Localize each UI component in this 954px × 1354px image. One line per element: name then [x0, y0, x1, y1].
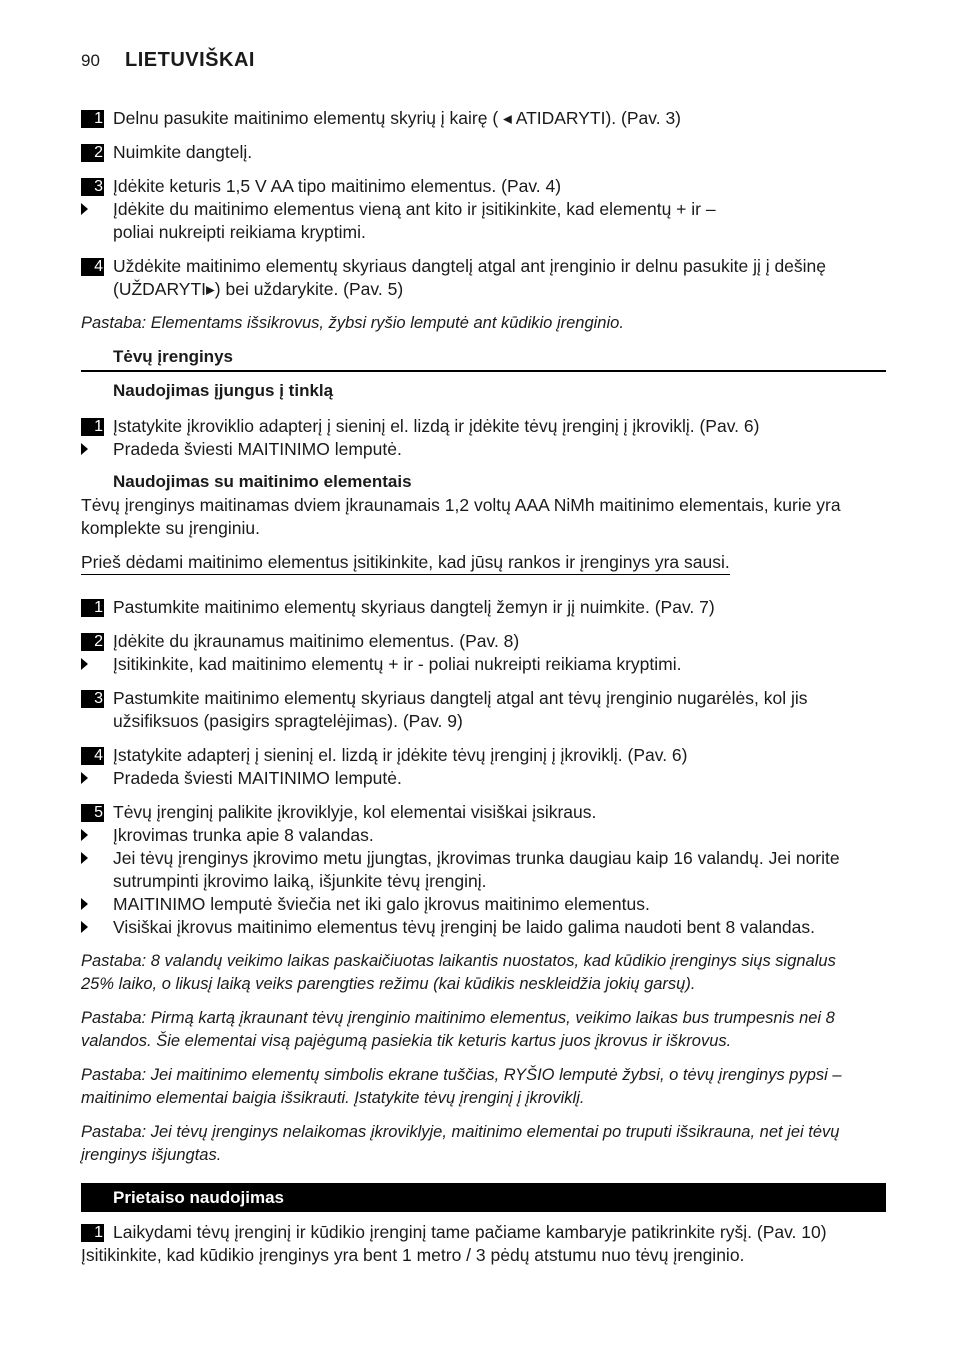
paragraph: Įsitikinkite, kad kūdikio įrenginys yra bent 1 metro / 3 pėdų atstumu nuo tėvų įrenginio. — [81, 1245, 745, 1265]
section-heading: Prietaiso naudojimas — [113, 1188, 284, 1207]
step-text: Pastumkite maitinimo elementų skyriaus dangtelį žemyn ir jį nuimkite. (Pav. 7) — [113, 597, 715, 617]
note: Pastaba: 8 valandų veikimo laikas paskaičiuotas laikantis nuostatos, kad kūdikio įrenginys siųs signalus — [81, 952, 836, 970]
note: Pastaba: Jei tėvų įrenginys nelaikomas įkroviklyje, maitinimo elementai po truputi išsikrauna, net jei tėvų — [81, 1123, 840, 1141]
step-text: Įstatykite įkroviklio adapterį į sieninį el. lizdą ir įdėkite tėvų įrenginį į įkroviklį. (Pav. 6) — [113, 416, 760, 436]
bullet-icon — [81, 772, 88, 784]
step-text: Uždėkite maitinimo elementų skyriaus dangtelį atgal ant įrenginio ir delnu pasukite jį į dešinę — [113, 256, 827, 276]
step-text: Delnu pasukite maitinimo elementų skyrių į kairę ( ◂ ATIDARYTI). (Pav. 3) — [113, 108, 681, 128]
step-text: Laikydami tėvų įrenginį ir kūdikio įrenginį tame pačiame kambaryje patikrinkite ryšį. (Pav. 10) — [113, 1222, 827, 1242]
bullet-text: Visiškai įkrovus maitinimo elementus tėvų įrenginį be laido galima naudoti bent 8 valandas. — [113, 917, 816, 937]
step-badge: 5 — [81, 804, 104, 822]
page-number: 90 — [81, 51, 100, 70]
step-badge: 4 — [81, 258, 104, 276]
bullet-text: Pradeda šviesti MAITINIMO lemputė. — [113, 439, 402, 459]
note: maitinimo elementai baigia išsikrauti. Įstatykite tėvų įrenginį į įkroviklį. — [81, 1089, 585, 1107]
step-text: (UŽDARYTI▸) bei uždarykite. (Pav. 5) — [113, 279, 404, 299]
step-text: Įdėkite du įkraunamus maitinimo elementus. (Pav. 8) — [113, 631, 520, 651]
bullet-text: Įdėkite du maitinimo elementus vieną ant kito ir įsitikinkite, kad elementų + ir – — [113, 199, 716, 219]
step-text: Įdėkite keturis 1,5 V AA tipo maitinimo elementus. (Pav. 4) — [113, 176, 562, 196]
step-badge: 1 — [81, 418, 104, 436]
bullet-icon — [81, 443, 88, 455]
bullet-text: poliai nukreipti reikiama kryptimi. — [113, 222, 366, 242]
section-rule — [81, 370, 886, 372]
step-text: Tėvų įrenginį palikite įkroviklyje, kol elementai visiškai įsikraus. — [113, 802, 597, 822]
step-badge: 3 — [81, 178, 104, 196]
step-text: Pastumkite maitinimo elementų skyriaus dangtelį atgal ant tėvų įrenginio nugarėlės, kol jis — [113, 688, 808, 708]
step-badge: 4 — [81, 747, 104, 765]
paragraph: komplekte su įrenginiu. — [81, 518, 260, 538]
bullet-text: sutrumpinti įkrovimo laiką, išjunkite tėvų įrenginį. — [113, 871, 487, 891]
step-badge: 1 — [81, 599, 104, 617]
language-heading: LIETUVIŠKAI — [125, 49, 255, 71]
warning-underlined: Prieš dėdami maitinimo elementus įsitikinkite, kad jūsų rankos ir įrenginys yra sausi. — [81, 552, 730, 575]
bullet-text: Jei tėvų įrenginys įkrovimo metu įjungtas, įkrovimas trunka daugiau kaip 16 valandų. Jei norite — [113, 848, 840, 868]
bullet-text: MAITINIMO lemputė šviečia net iki galo įkrovus maitinimo elementus. — [113, 894, 650, 914]
note: 25% laiko, o likusį laiką veiks parengties režimu (kai kūdikis neskleidžia jokių garsų). — [81, 975, 696, 993]
bullet-icon — [81, 898, 88, 910]
note: valandos. Šie elementai visą pajėgumą pasiekia tik keturis kartus juos įkrovus ir iškrovus. — [81, 1032, 732, 1050]
subsection-heading: Naudojimas su maitinimo elementais — [113, 472, 412, 491]
paragraph: Tėvų įrenginys maitinamas dviem įkraunamais 1,2 voltų AAA NiMh maitinimo elementais, kurie yra — [81, 495, 841, 515]
bullet-text: Įsitikinkite, kad maitinimo elementų + ir - poliai nukreipti reikiama kryptimi. — [113, 654, 682, 674]
step-badge: 1 — [81, 110, 104, 128]
step-badge: 2 — [81, 633, 104, 651]
section-heading: Tėvų įrenginys — [113, 347, 233, 366]
step-badge: 2 — [81, 144, 104, 162]
note: Pastaba: Pirmą kartą įkraunant tėvų įrenginio maitinimo elementus, veikimo laikas bus trumpesnis nei 8 — [81, 1009, 835, 1027]
bullet-icon — [81, 921, 88, 933]
note: įrenginys išjungtas. — [81, 1146, 222, 1164]
step-text: užsifiksuos (pasigirs spragtelėjimas). (Pav. 9) — [113, 711, 463, 731]
step-text: Nuimkite dangtelį. — [113, 142, 253, 162]
note: Pastaba: Jei maitinimo elementų simbolis ekrane tuščias, RYŠIO lemputė žybsi, o tėvų įrenginys pypsi – — [81, 1066, 842, 1084]
bullet-icon — [81, 203, 88, 215]
step-badge: 3 — [81, 690, 104, 708]
bullet-text: Pradeda šviesti MAITINIMO lemputė. — [113, 768, 402, 788]
bullet-icon — [81, 829, 88, 841]
bullet-icon — [81, 852, 88, 864]
bullet-text: Įkrovimas trunka apie 8 valandas. — [113, 825, 374, 845]
step-badge: 1 — [81, 1224, 104, 1242]
note: Pastaba: Elementams išsikrovus, žybsi ryšio lemputė ant kūdikio įrenginio. — [81, 314, 624, 332]
subsection-heading: Naudojimas įjungus į tinklą — [113, 381, 334, 400]
bullet-icon — [81, 658, 88, 670]
warning-text — [81, 551, 730, 574]
step-text: Įstatykite adapterį į sieninį el. lizdą ir įdėkite tėvų įrenginį į įkroviklį. (Pav. 6) — [113, 745, 688, 765]
